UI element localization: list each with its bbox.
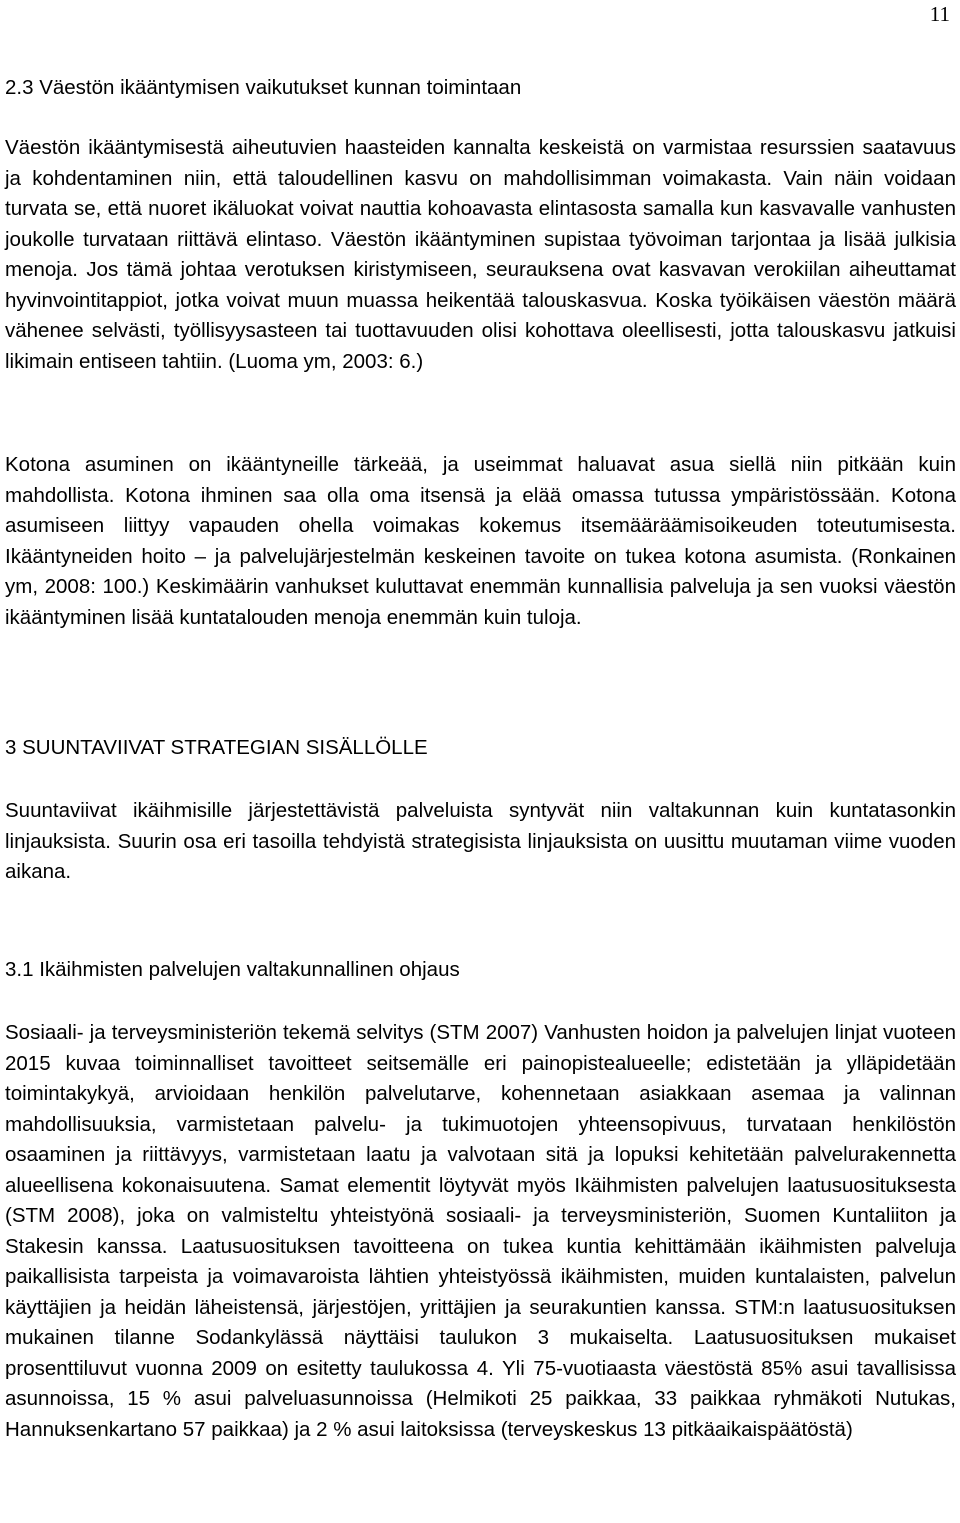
paragraph-aging-economy: Väestön ikääntymisestä aiheutuvien haasteiden kannalta keskeistä on varmistaa resurssien saatavuus ja kohdentaminen niin, että taloudellinen kasvu on mahdollisimman voimakasta. Vain näin voidaan turvata se, että nuoret ikäluokat voivat nauttia kohoavasta elintasosta samalla kun kasvavalle vanhusten joukolle turvataan riittävä elintaso. Väestön ikääntyminen supistaa työvoiman tarjontaa ja lisää julkisia menoja. Jos tämä johtaa verotuksen kiristymiseen, seurauksena ovat kasvavan verokiilan aiheuttamat hyvinvointitappiot, jotka voivat muun muassa heikentää talouskasvua. Koska työikäisen väestön määrä vähenee selvästi, työllisyysasteen tai tuottavuuden olisi kohottava oleellisesti, jotta talouskasvu jatkuisi likimain entiseen tahtiin. (Luoma ym, 2003: 6.) bbox=[5, 136, 956, 373]
section-heading-3-1: 3.1 Ikäihmisten palvelujen valtakunnallinen ohjaus bbox=[5, 958, 460, 981]
paragraph-guidelines: Suuntaviivat ikäihmisille järjestettävistä palveluista syntyvät niin valtakunnan kuin kuntatasonkin linjauksista. Suurin osa eri tasoilla tehdyistä strategisista linjauksista on uusittu muutaman viime vuoden aikana. bbox=[5, 799, 956, 883]
page-number: 11 bbox=[929, 2, 950, 26]
section-heading-2-3: 2.3 Väestön ikääntymisen vaikutukset kunnan toimintaan bbox=[5, 76, 522, 99]
paragraph-national-guidance: Sosiaali- ja terveysministeriön tekemä selvitys (STM 2007) Vanhusten hoidon ja palvelujen linjat vuoteen 2015 kuvaa toiminnalliset tavoitteet seitsemälle eri painopistealueelle; edistetään ja ylläpidetään toimintakykyä, arvioidaan henkilön palvelutarve, kohennetaan asiakkaan asemaa ja valinnan mahdollisuuksia, varmistetaan palvelu- ja tukimuotojen yhteensopivuus, turvataan henkilöstön osaaminen ja riittävyys, varmistetaan laatu ja valvotaan sitä ja lopuksi kehitetään palvelurakennetta alueellisena kokonaisuutena. Samat elementit löytyvät myös Ikäihmisten palvelujen laatusuosituksesta (STM 2008), joka on valmisteltu yhteistyönä sosiaali- ja terveysministeriön, Suomen Kuntaliiton ja Stakesin kanssa. Laatusuosituksen tavoitteena on tukea kuntia kehittämään ikäihmisten palveluja paikallisista tarpeista ja voimavaroista lähtien yhteistyössä ikäihmisten, muiden kuntalaisten, palvelun käyttäjien ja heidän läheistensä, järjestöjen, yrittäjien ja seurakuntien kanssa. STM:n laatusuosituksen mukainen tilanne Sodankylässä näyttäisi taulukon 3 mukaiselta. Laatusuosituksen mukaiset prosenttiluvut vuonna 2009 on esitetty taulukossa 4. Yli 75-vuotiaasta väestöstä 85% asui tavallisissa asunnoissa, 15 % asui palveluasunnoissa (Helmikoti 25 paikkaa, 33 paikkaa ryhmäkoti Nutukas, Hannuksenkartano 57 paikkaa) ja 2 % asui laitoksissa (terveyskeskus 13 pitkäaikaispäätöstä) bbox=[5, 1021, 956, 1441]
section-heading-3: 3 SUUNTAVIIVAT STRATEGIAN SISÄLLÖLLE bbox=[5, 736, 428, 759]
paragraph-home-living: Kotona asuminen on ikääntyneille tärkeää, ja useimmat haluavat asua siellä niin pitkään kuin mahdollista. Kotona ihminen saa olla oma itsensä ja elää omassa tutussa ympäristössään. Kotona asumiseen liittyy vapauden ohella voimakas kokemus itsemääräämisoikeuden toteutumisesta. Ikääntyneiden hoito – ja palvelujärjestelmän keskeinen tavoite on tukea kotona asumista. (Ronkainen ym, 2008: 100.) Keskimäärin vanhukset kuluttavat enemmän kunnallisia palveluja ja sen vuoksi väestön ikääntyminen lisää kuntatalouden menoja enemmän kuin tuloja. bbox=[5, 453, 956, 629]
